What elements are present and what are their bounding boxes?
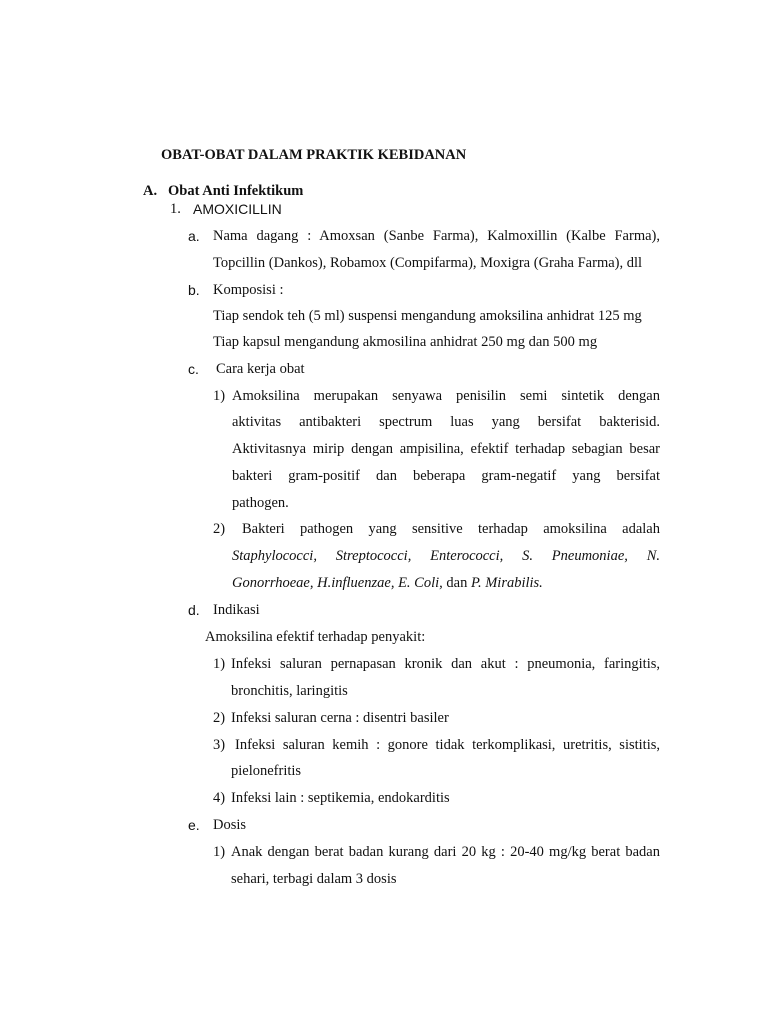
item-b-line1: Tiap sendok teh (5 ml) suspensi mengandung amoksilina anhidrat 125 mg <box>213 308 642 324</box>
item-e-label: Dosis <box>213 817 247 833</box>
item-c-label: Cara kerja obat <box>216 361 305 377</box>
section-a-marker: A. <box>143 183 158 199</box>
item-d2-line1: Infeksi saluran cerna : disentri basiler <box>231 710 449 726</box>
item-d3-line1: Infeksi saluran kemih : gonore tidak terkomplikasi, uretritis, sistitis, <box>235 737 660 753</box>
item-d1-marker: 1) <box>213 656 226 672</box>
item-1-marker: 1. <box>170 201 181 217</box>
item-b-label: Komposisi : <box>213 282 284 298</box>
item-d3-line2: pielonefritis <box>231 763 302 779</box>
item-c2-marker: 2) <box>213 521 226 537</box>
item-d4-marker: 4) <box>213 790 226 806</box>
item-e1-marker: 1) <box>213 844 226 860</box>
item-c1-line5: pathogen. <box>232 495 289 511</box>
item-c2-line3-organisms: Gonorrhoeae, H.influenzae, E. Coli, <box>232 575 443 591</box>
item-c1-line4: bakteri gram-positif dan beberapa gram-negatif yang bersifat <box>232 468 660 484</box>
item-c1-line2: aktivitas antibakteri spectrum luas yang bersifat bakterisid. <box>232 414 660 430</box>
item-d1-line2: bronchitis, laringitis <box>231 683 348 699</box>
item-d1-line1: Infeksi saluran pernapasan kronik dan akut : pneumonia, faringitis, <box>231 656 660 672</box>
item-d2-marker: 2) <box>213 710 226 726</box>
item-d-label: Indikasi <box>213 602 260 618</box>
item-c-marker: c. <box>188 361 199 377</box>
item-d-marker: d. <box>188 602 200 618</box>
item-e1-line2: sehari, terbagi dalam 3 dosis <box>231 871 397 887</box>
item-c2-line3 <box>232 574 543 592</box>
item-c1-marker: 1) <box>213 388 226 404</box>
item-a-line1: Nama dagang : Amoxsan (Sanbe Farma), Kalmoxillin (Kalbe Farma), <box>213 228 660 244</box>
item-c2-line3-conj: dan <box>442 575 471 591</box>
item-c1-line1: Amoksilina merupakan senyawa penisilin semi sintetik dengan <box>232 388 660 404</box>
item-d3-marker: 3) <box>213 737 226 753</box>
item-a-line2: Topcillin (Dankos), Robamox (Compifarma), Moxigra (Graha Farma), dll <box>213 255 643 271</box>
item-b-line2: Tiap kapsul mengandung akmosilina anhidrat 250 mg dan 500 mg <box>213 334 598 350</box>
item-a-marker: a. <box>188 228 200 244</box>
item-b-marker: b. <box>188 282 200 298</box>
item-1-name: AMOXICILLIN <box>193 201 282 217</box>
item-c2-line2: Staphylococci, Streptococci, Enterococci, S. Pneumoniae, N. <box>232 548 660 564</box>
item-d4-line1: Infeksi lain : septikemia, endokarditis <box>231 790 450 806</box>
item-c2-line1: Bakteri pathogen yang sensitive terhadap amoksilina adalah <box>242 521 660 537</box>
item-e-marker: e. <box>188 817 200 833</box>
item-c1-line3: Aktivitasnya mirip dengan ampisilina, efektif terhadap sebagian besar <box>232 441 660 457</box>
item-d-intro: Amoksilina efektif terhadap penyakit: <box>205 629 426 645</box>
item-c2-line3-organism-last: P. Mirabilis. <box>470 575 543 591</box>
section-a-heading: Obat Anti Infektikum <box>168 183 304 199</box>
item-e1-line1: Anak dengan berat badan kurang dari 20 kg : 20-40 mg/kg berat badan <box>231 844 660 860</box>
document-title: OBAT-OBAT DALAM PRAKTIK KEBIDANAN <box>161 147 467 163</box>
